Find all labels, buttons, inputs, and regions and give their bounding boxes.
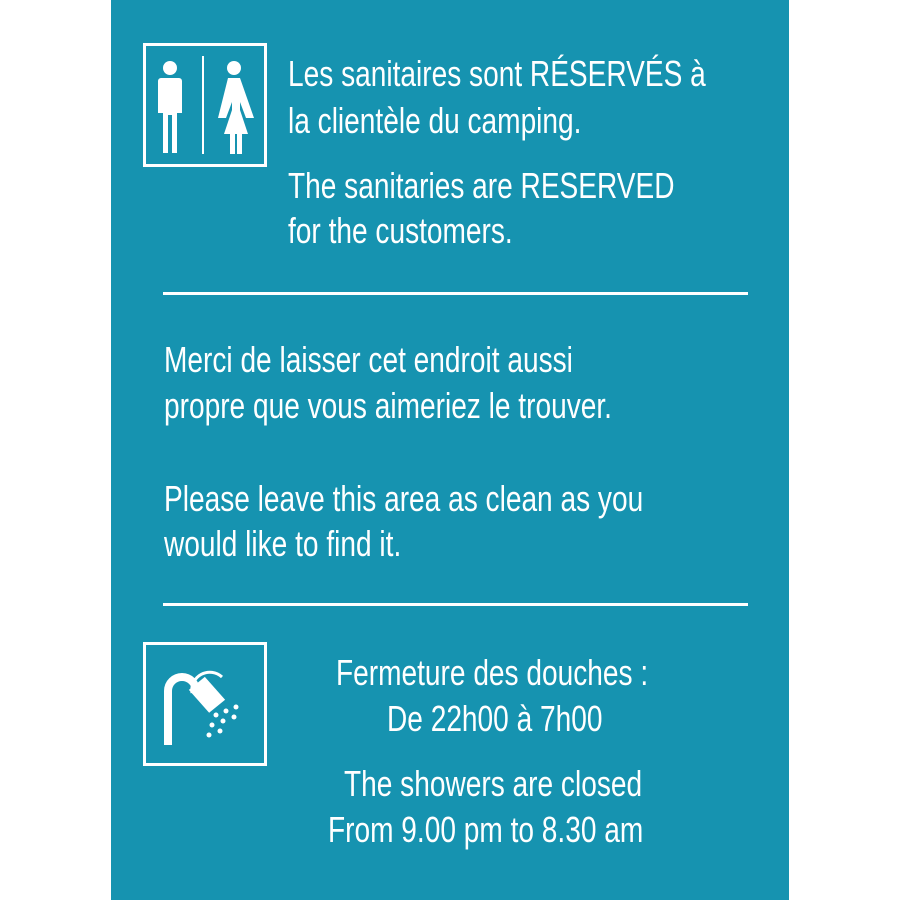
clean-en-line-1: Please leave this area as clean as you [164, 478, 644, 519]
reserved-fr-line-2: la clientèle du camping. [288, 100, 582, 141]
man-woman-restroom-icon [146, 46, 264, 164]
shower-en-line-1: The showers are closed [344, 763, 643, 804]
shower-fr-line-1: Fermeture des douches : [336, 652, 649, 693]
shower-en-line-2: From 9.00 pm to 8.30 am [328, 809, 644, 850]
reserved-en-line-2: for the customers. [288, 210, 513, 251]
shower-icon-box [143, 642, 267, 766]
restroom-icon-box [143, 43, 267, 167]
clean-fr-line-2: propre que vous aimeriez le trouver. [164, 385, 612, 426]
camping-sign [111, 0, 789, 900]
divider-2 [163, 603, 748, 606]
clean-en-line-2: would like to find it. [164, 523, 402, 564]
reserved-en-line-1: The sanitaries are RESERVED [288, 165, 675, 206]
clean-fr-line-1: Merci de laisser cet endroit aussi [164, 339, 573, 380]
reserved-fr-line-1: Les sanitaires sont RÉSERVÉS à [288, 53, 706, 94]
shower-icon [146, 645, 264, 763]
shower-fr-line-2: De 22h00 à 7h00 [387, 698, 603, 739]
divider-1 [163, 292, 748, 295]
